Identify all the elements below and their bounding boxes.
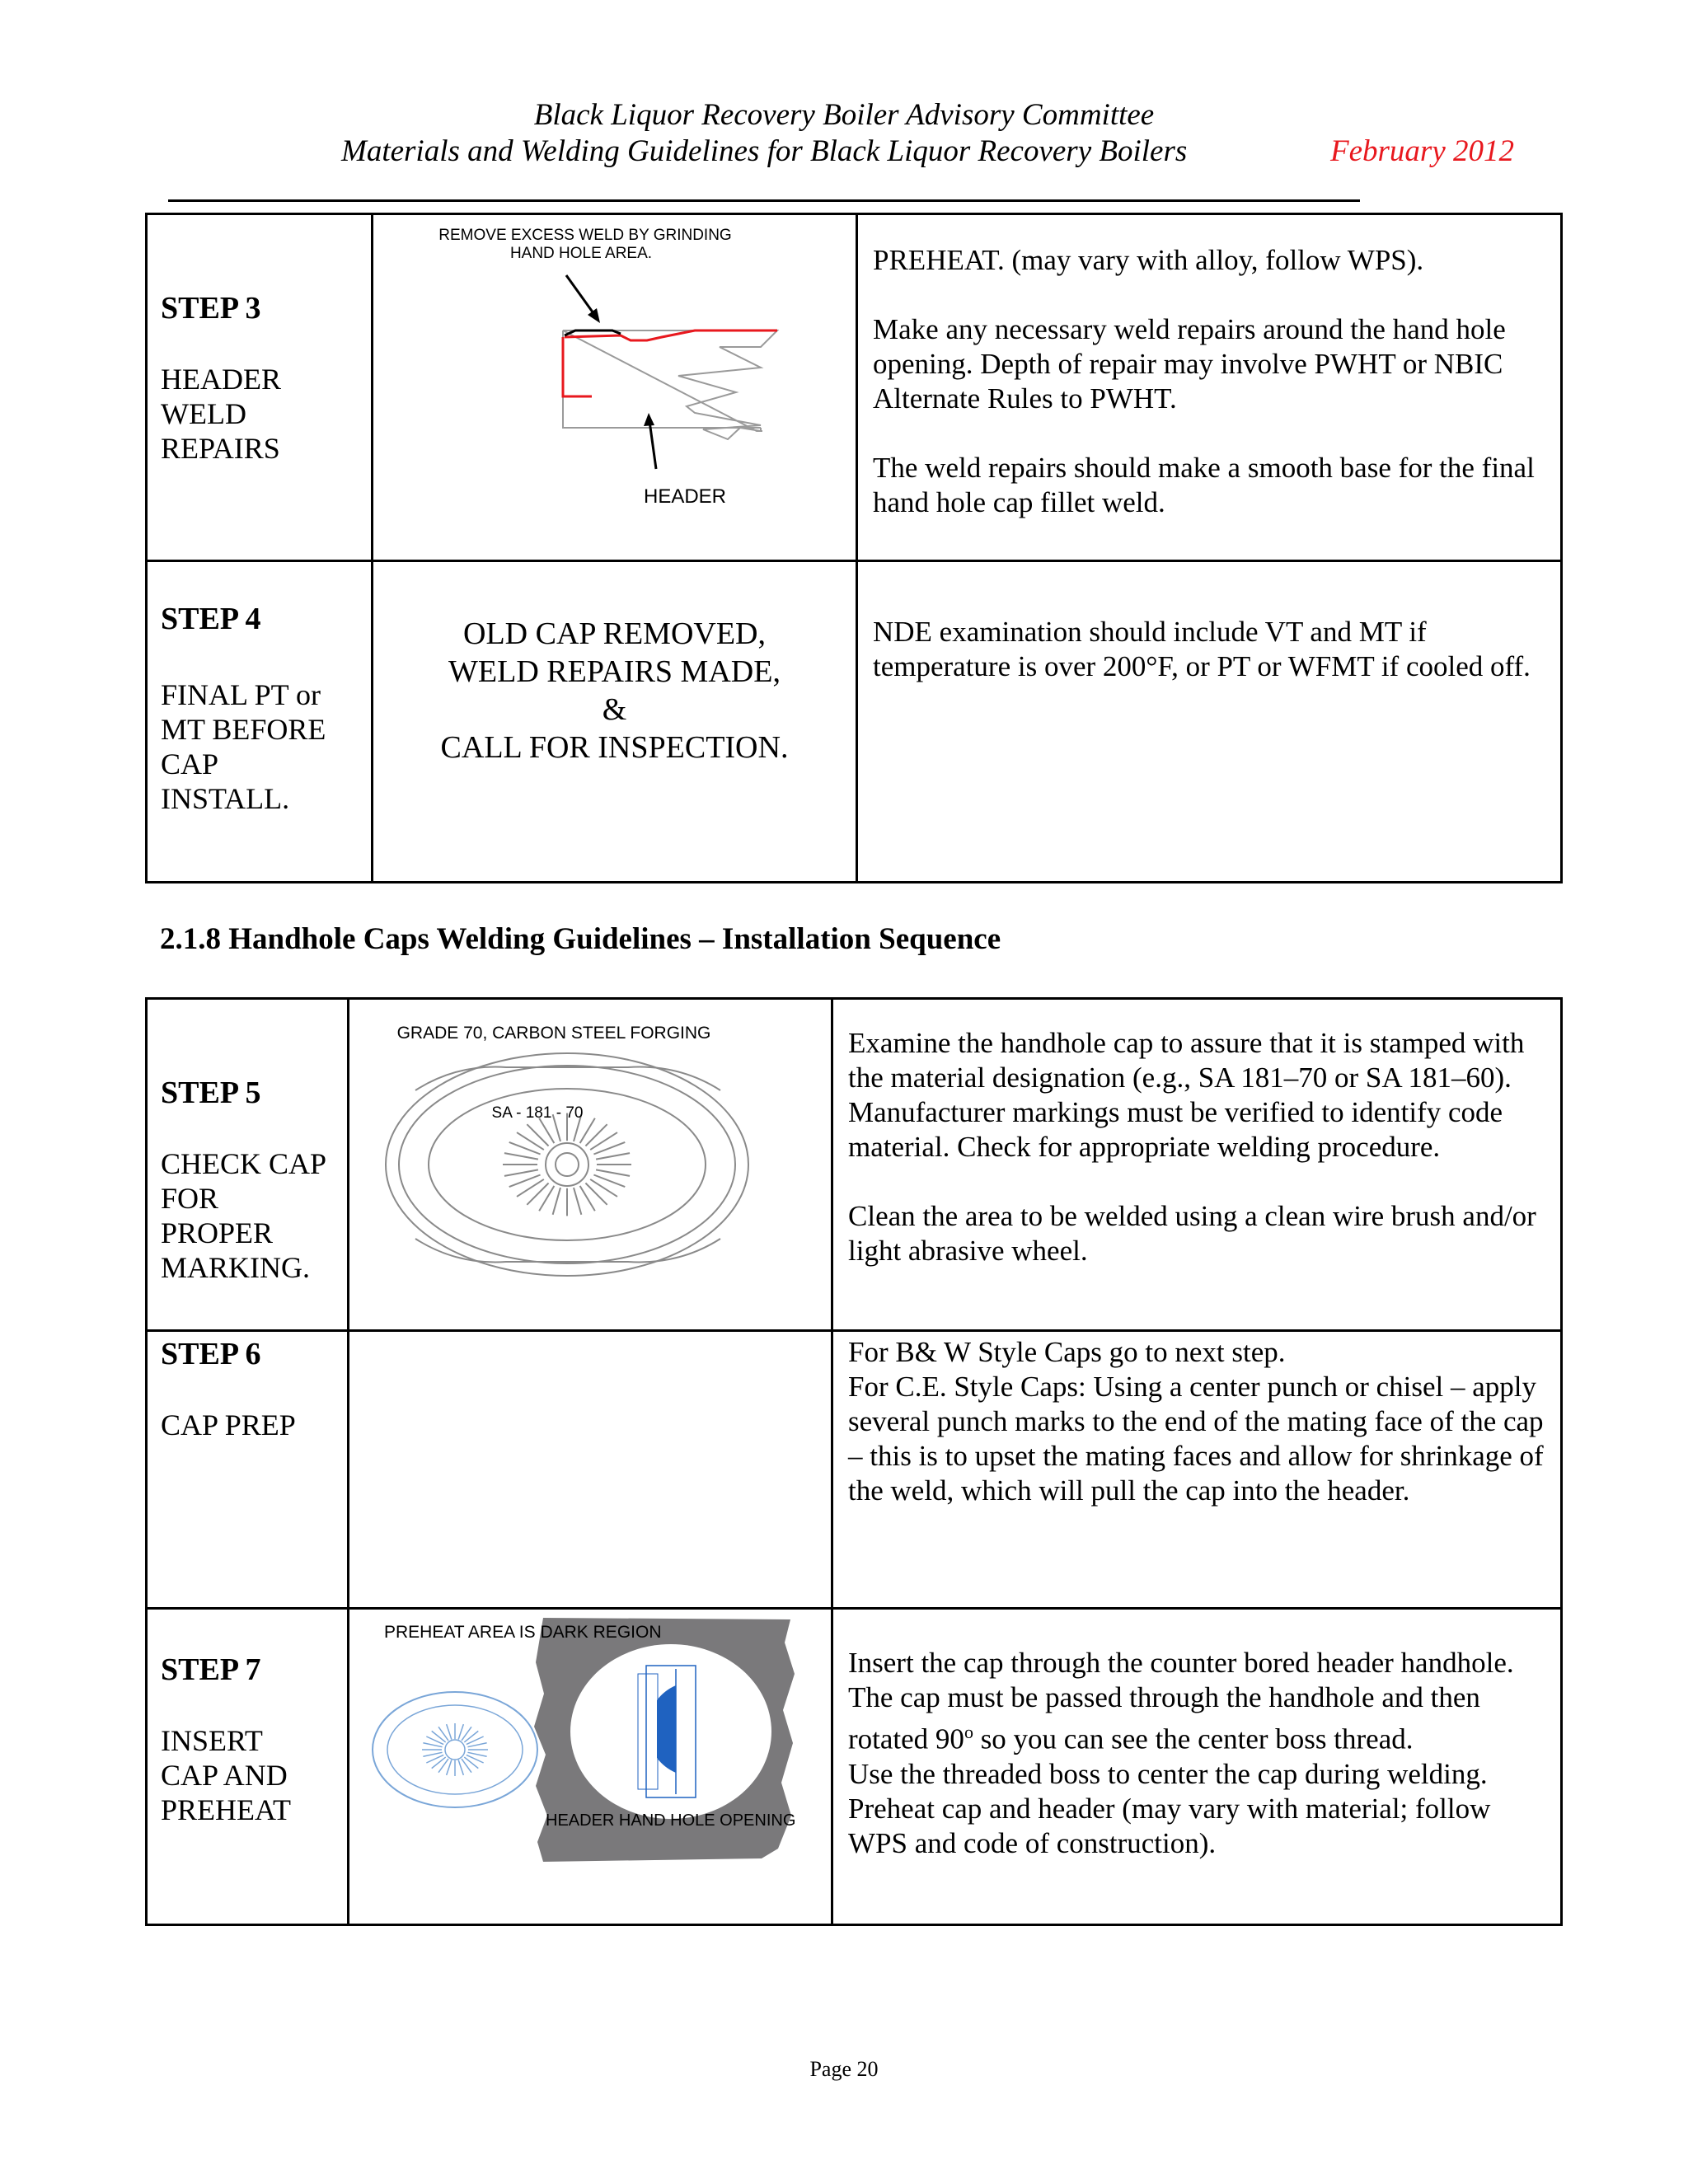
boss-rays [503,1113,631,1216]
step6-title-line: CAP PREP [161,1408,296,1441]
step3-fig-label-top2: HAND HOLE AREA. [509,245,653,262]
step4-label: STEP 4 [161,602,261,636]
ray-line [596,1169,630,1175]
step3-paragraph: Make any necessary weld repairs around the hand hole opening. Depth of repair may involve PWHT or NBIC Alternate Rules to PWHT. [873,313,1506,415]
ray-line [596,1153,630,1159]
step3-figure [373,215,856,560]
step3-paragraph: The weld repairs should make a smooth base for the final hand hole cap fillet weld. [873,452,1535,518]
step7-title-line: PREHEAT [161,1793,292,1826]
ray-line [504,1169,538,1175]
step6-label: STEP 6 [161,1337,261,1371]
step7-line: Use the threaded boss to center the cap during welding. [848,1757,1488,1790]
center-boss-thread [556,1153,579,1176]
header-outline [563,330,777,439]
ray-line [574,1188,581,1215]
step3-title-line: HEADER [161,363,281,396]
section-heading: 2.1.8 Handhole Caps Welding Guidelines – Installation Sequence [160,922,1001,956]
step5-paragraph: Clean the area to be welded using a clean wire brush and/or light abrasive wheel. [848,1200,1536,1267]
step4-center-line: OLD CAP REMOVED, [463,616,766,651]
step7-label: STEP 7 [161,1652,261,1687]
ray-line [553,1188,560,1215]
small-cap-outer [373,1692,537,1807]
step3-fig-label-top: REMOVE EXCESS WELD BY GRINDING [438,227,732,244]
handhole-cap-diagram [349,1000,833,1329]
step3-fig-label-header: HEADER [643,485,727,508]
step4-title-line: INSTALL. [161,782,290,815]
cap-insert-diagram [349,1610,833,1924]
step4-title-line: FINAL PT or [161,678,321,711]
step6-line: For B& W Style Caps go to next step. [848,1336,1286,1368]
cap-outer-ring-inner [399,1066,735,1263]
step7-title-line: INSERT [161,1724,263,1757]
step7-fig-label-bottom: HEADER HAND HOLE OPENING [546,1811,796,1830]
step5-title-line: MARKING. [161,1251,311,1284]
step3-paragraph: PREHEAT. (may vary with alloy, follow WPS). [873,244,1424,276]
step5-label: STEP 5 [161,1076,261,1110]
header-guidelines-title: Materials and Welding Guidelines for Black Liquor Recovery Boilers [341,134,1188,168]
ray-line [504,1153,538,1159]
step5-row [147,999,1562,1331]
header-date: February 2012 [1330,134,1514,168]
removal-steps-table [145,213,1563,883]
step5-fig-label-top: GRADE 70, CARBON STEEL FORGING [396,1024,711,1043]
step7-degree: o [964,1722,973,1742]
step7-fig-label-top: PREHEAT AREA IS DARK REGION [384,1623,662,1642]
step3-label: STEP 3 [161,291,261,326]
page-number: Page 20 [809,2057,879,2081]
step5-title-line: CHECK CAP [161,1147,327,1180]
step7-title-line: CAP AND [161,1759,288,1792]
step5-title-line: FOR [161,1182,219,1215]
step4-paragraph: NDE examination should include VT and MT if temperature is over 200°F, or PT or WFMT if cooled off. [873,616,1531,682]
step7-line: Preheat cap and header (may vary with material; follow WPS and code of construction). [848,1792,1491,1859]
step7-figure [349,1610,831,1924]
step3-row [147,214,1562,561]
arrow-head [588,308,600,323]
step4-title-line: CAP [161,748,219,780]
step7-row [147,1609,1562,1925]
step3-title-line: REPAIRS [161,432,280,465]
step5-fig-stamp: SA - 181 - 70 [491,1104,584,1122]
arrow-head-header [644,413,654,426]
center-boss [546,1143,588,1186]
cap-outer-ring [386,1053,748,1276]
step6-line: For C.E. Style Caps: Using a center punch or chisel – apply several punch marks to the end of the mating face of the cap – this is to upset the mating faces and allow for shrinkage of the weld, which will pull the cap into the header. [848,1371,1544,1507]
step4-row [147,561,1562,883]
step4-title-line: MT BEFORE [161,713,326,746]
step4-center-line: & [602,692,627,727]
header-weld-diagram [373,215,858,560]
header-rule [168,199,1360,202]
header-committee: Black Liquor Recovery Boiler Advisory Committee [533,98,1155,132]
step3-title-line: WELD [161,397,246,430]
step4-center-line: CALL FOR INSPECTION. [440,730,789,765]
step7-text-a: Insert the cap through the counter bored header handhole. The cap must be passed through the handhole and then rotated 90 [848,1647,1514,1755]
center-boss-blue [657,1685,676,1773]
step7-paragraph [848,1646,1545,1757]
step5-paragraph: Examine the handhole cap to assure that it is stamped with the material designation (e.g., SA 181–70 or SA 181–60). Manufacturer markings must be verified to identify code material. Check for appropriate welding procedure. [848,1027,1525,1163]
step5-title-line: PROPER [161,1216,274,1249]
step7-text-b: so you can see the center boss thread. [973,1722,1414,1755]
step4-center-line: WELD REPAIRS MADE, [448,654,781,689]
step6-row [147,1331,1562,1609]
installation-steps-table [145,997,1563,1926]
step5-figure [349,1000,831,1329]
